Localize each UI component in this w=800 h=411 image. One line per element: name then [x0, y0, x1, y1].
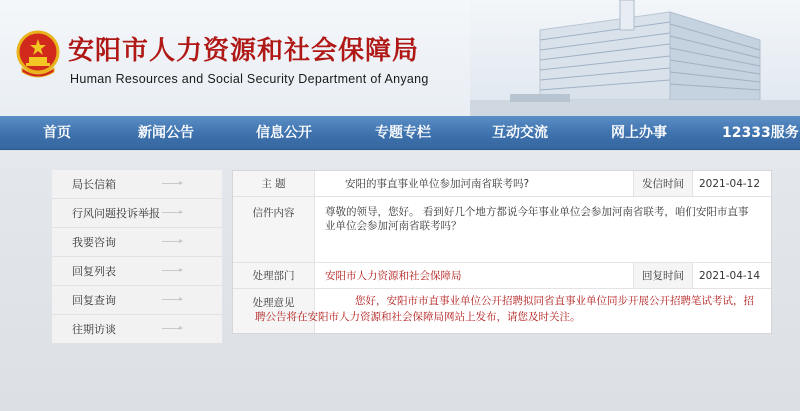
nav-item-12333[interactable]: 12333服务	[722, 125, 799, 141]
nav-item-topics[interactable]: 专题专栏	[375, 125, 431, 141]
send-time-label: 发信时间	[633, 171, 693, 196]
opinion-value: 您好，安阳市市直事业单位公开招聘拟同省直事业单位同步开展公开招聘笔试考试，招聘公告将在安阳市人力资源和社会保障局网站上发布，请您及时关注。	[255, 295, 754, 323]
site-header	[0, 0, 800, 116]
dept-row	[233, 263, 771, 289]
arrow-right-icon	[162, 270, 182, 271]
national-emblem-icon	[14, 30, 62, 80]
sidebar-item-label: 回复列表	[72, 265, 116, 278]
content-value: 尊敬的领导，您好。 看到好几个地方都说今年事业单位会参加河南省联考，咱们安阳市直事业单位会参加河南省联考吗？	[325, 206, 749, 232]
arrow-right-icon	[162, 241, 182, 242]
sidebar-item-director-mailbox[interactable]	[52, 170, 222, 199]
content-row	[233, 197, 771, 263]
sidebar	[52, 170, 222, 344]
opinion-row	[233, 289, 771, 333]
dept-value: 安阳市人力资源和社会保障局	[325, 270, 462, 282]
sidebar-item-label: 回复查询	[72, 294, 116, 307]
office-building-image	[470, 0, 800, 116]
arrow-right-icon	[162, 328, 182, 329]
subject-value: 安阳的事直事业单位参加河南省联考吗?	[345, 178, 530, 190]
subject-label: 主 题	[233, 171, 315, 196]
arrow-right-icon	[162, 183, 182, 184]
letter-detail-table	[232, 170, 772, 334]
sidebar-item-label: 局长信箱	[72, 178, 116, 191]
arrow-right-icon	[162, 299, 182, 300]
sidebar-item-complaint[interactable]	[52, 199, 222, 228]
sidebar-item-label: 往期访谈	[72, 323, 116, 336]
nav-item-interaction[interactable]: 互动交流	[492, 125, 548, 141]
nav-item-online-services[interactable]: 网上办事	[611, 125, 667, 141]
reply-time-label: 回复时间	[633, 263, 693, 288]
sidebar-item-label: 行风问题投诉举报	[72, 207, 160, 220]
nav-item-news[interactable]: 新闻公告	[138, 125, 194, 141]
opinion-label: 处理意见	[233, 289, 315, 333]
sidebar-item-past-interviews[interactable]	[52, 315, 222, 344]
sidebar-item-reply-query[interactable]	[52, 286, 222, 315]
subject-row	[233, 171, 771, 197]
sidebar-item-reply-list[interactable]	[52, 257, 222, 286]
main-nav	[0, 116, 800, 150]
sidebar-item-label: 我要咨询	[72, 236, 116, 249]
send-time-value: 2021-04-12	[699, 178, 761, 190]
content-label: 信件内容	[233, 197, 315, 262]
nav-item-home[interactable]: 首页	[43, 125, 71, 141]
arrow-right-icon	[162, 212, 182, 213]
sidebar-item-consult[interactable]	[52, 228, 222, 257]
site-title-en: Human Resources and Social Security Department of Anyang	[70, 72, 429, 86]
reply-time-value: 2021-04-14	[699, 270, 761, 282]
site-title-cn: 安阳市人力资源和社会保障局	[68, 36, 420, 66]
dept-label: 处理部门	[233, 263, 315, 288]
nav-item-info[interactable]: 信息公开	[256, 125, 312, 141]
